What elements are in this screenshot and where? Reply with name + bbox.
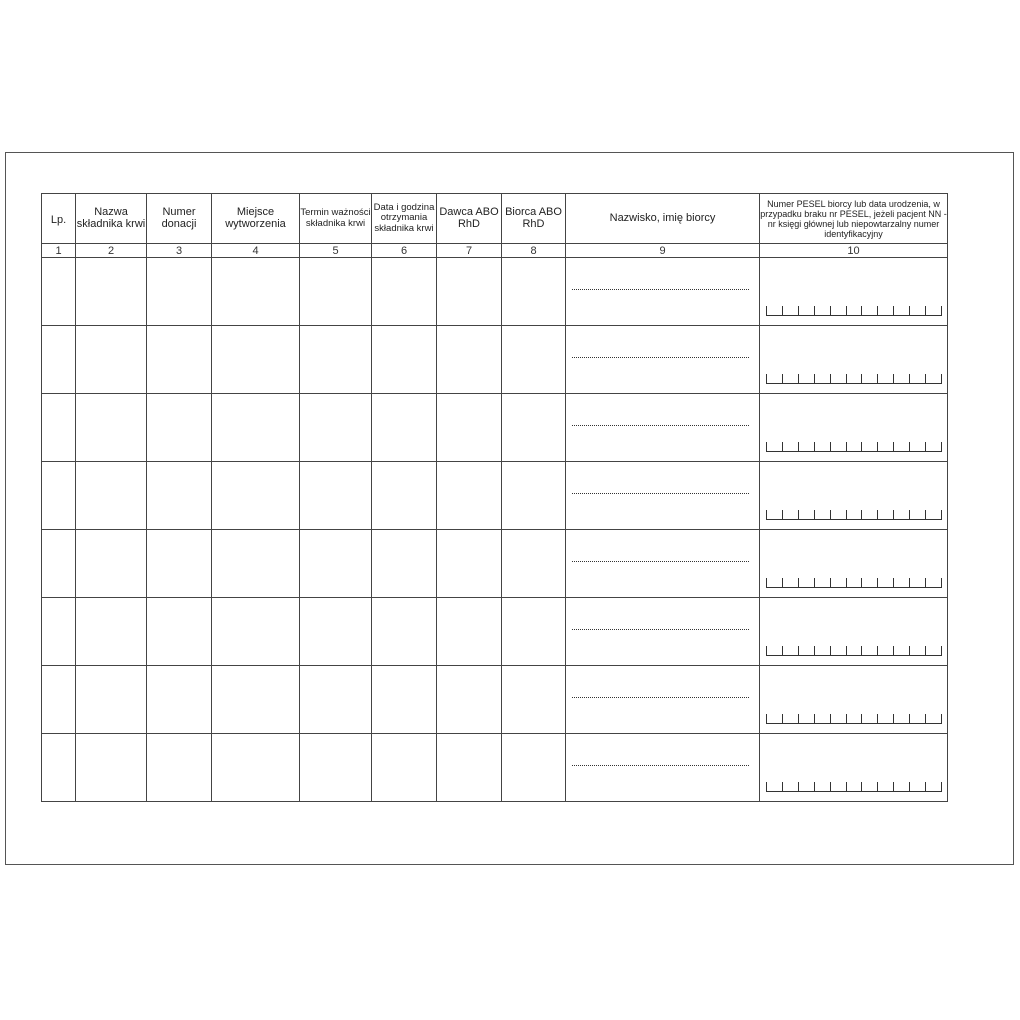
pesel-digit-box[interactable] (925, 714, 942, 723)
dotted-name-line (572, 765, 749, 766)
dotted-name-line (572, 289, 749, 290)
recipient-abo-rhd-cell[interactable] (502, 462, 566, 530)
lp-cell[interactable] (42, 326, 76, 394)
donation-number-cell[interactable] (147, 666, 212, 734)
pesel-digit-box[interactable] (877, 374, 893, 383)
column-number: 2 (76, 244, 147, 258)
expiry-date-cell[interactable] (300, 326, 372, 394)
pesel-digit-box[interactable] (909, 374, 925, 383)
pesel-digit-box[interactable] (830, 510, 846, 519)
table-row (42, 598, 948, 666)
column-number: 4 (212, 244, 300, 258)
pesel-digit-box[interactable] (782, 782, 798, 791)
pesel-digit-box[interactable] (893, 306, 909, 315)
place-of-production-cell[interactable] (212, 258, 300, 326)
pesel-cell[interactable] (760, 666, 948, 734)
dotted-name-line (572, 561, 749, 562)
pesel-digit-box[interactable] (798, 782, 814, 791)
component-name-cell[interactable] (76, 598, 147, 666)
dotted-name-line (572, 697, 749, 698)
pesel-digit-box[interactable] (830, 782, 846, 791)
table-row (42, 462, 948, 530)
pesel-digit-box[interactable] (909, 510, 925, 519)
pesel-digit-box[interactable] (893, 714, 909, 723)
place-of-production-cell[interactable] (212, 598, 300, 666)
pesel-cell[interactable] (760, 258, 948, 326)
pesel-digit-box[interactable] (766, 578, 782, 587)
pesel-digit-box[interactable] (925, 306, 942, 315)
expiry-date-cell[interactable] (300, 394, 372, 462)
pesel-digit-box[interactable] (798, 442, 814, 451)
pesel-digit-box[interactable] (861, 782, 877, 791)
table-row (42, 326, 948, 394)
pesel-digit-box[interactable] (782, 714, 798, 723)
receipt-date-time-cell[interactable] (372, 326, 437, 394)
pesel-digit-box[interactable] (846, 306, 862, 315)
entry-rows (42, 258, 948, 802)
receipt-date-time-cell[interactable] (372, 258, 437, 326)
pesel-digit-boxes (766, 306, 942, 316)
pesel-digit-box[interactable] (798, 374, 814, 383)
expiry-date-cell[interactable] (300, 530, 372, 598)
pesel-digit-box[interactable] (846, 510, 862, 519)
component-name-cell[interactable] (76, 666, 147, 734)
lp-cell[interactable] (42, 734, 76, 802)
pesel-digit-box[interactable] (766, 442, 782, 451)
recipient-abo-rhd-cell[interactable] (502, 326, 566, 394)
header-donation-number: Numer donacji (147, 194, 212, 244)
lp-cell[interactable] (42, 666, 76, 734)
column-number-row (42, 244, 948, 258)
pesel-digit-box[interactable] (925, 578, 942, 587)
pesel-digit-box[interactable] (909, 578, 925, 587)
pesel-cell[interactable] (760, 326, 948, 394)
donor-abo-rhd-cell[interactable] (437, 462, 502, 530)
pesel-digit-box[interactable] (766, 646, 782, 655)
header-recipient-abo-rhd: Biorca ABO RhD (502, 194, 566, 244)
recipient-abo-rhd-cell[interactable] (502, 394, 566, 462)
header-lp: Lp. (42, 194, 76, 244)
table-row (42, 258, 948, 326)
pesel-digit-box[interactable] (861, 510, 877, 519)
recipient-abo-rhd-cell[interactable] (502, 734, 566, 802)
pesel-digit-box[interactable] (766, 714, 782, 723)
donor-abo-rhd-cell[interactable] (437, 734, 502, 802)
pesel-digit-box[interactable] (814, 714, 830, 723)
expiry-date-cell[interactable] (300, 734, 372, 802)
column-number: 6 (372, 244, 437, 258)
recipient-name-cell[interactable] (566, 258, 760, 326)
pesel-digit-box[interactable] (861, 646, 877, 655)
donor-abo-rhd-cell[interactable] (437, 530, 502, 598)
pesel-cell[interactable] (760, 462, 948, 530)
recipient-abo-rhd-cell[interactable] (502, 598, 566, 666)
expiry-date-cell[interactable] (300, 462, 372, 530)
component-name-cell[interactable] (76, 462, 147, 530)
expiry-date-cell[interactable] (300, 258, 372, 326)
pesel-digit-box[interactable] (909, 442, 925, 451)
column-number: 1 (42, 244, 76, 258)
lp-cell[interactable] (42, 598, 76, 666)
pesel-digit-box[interactable] (909, 646, 925, 655)
pesel-digit-box[interactable] (814, 782, 830, 791)
expiry-date-cell[interactable] (300, 598, 372, 666)
receipt-date-time-cell[interactable] (372, 598, 437, 666)
place-of-production-cell[interactable] (212, 666, 300, 734)
pesel-digit-box[interactable] (782, 646, 798, 655)
component-name-cell[interactable] (76, 530, 147, 598)
table-row (42, 734, 948, 802)
header-component-name: Nazwa składnika krwi (76, 194, 147, 244)
pesel-digit-box[interactable] (814, 510, 830, 519)
pesel-digit-box[interactable] (925, 510, 942, 519)
donor-abo-rhd-cell[interactable] (437, 394, 502, 462)
pesel-digit-boxes (766, 578, 942, 588)
recipient-abo-rhd-cell[interactable] (502, 258, 566, 326)
lp-cell[interactable] (42, 530, 76, 598)
pesel-digit-box[interactable] (766, 510, 782, 519)
expiry-date-cell[interactable] (300, 666, 372, 734)
pesel-digit-box[interactable] (877, 578, 893, 587)
pesel-digit-box[interactable] (766, 306, 782, 315)
pesel-digit-box[interactable] (830, 646, 846, 655)
donation-number-cell[interactable] (147, 462, 212, 530)
pesel-digit-box[interactable] (798, 714, 814, 723)
recipient-name-cell[interactable] (566, 326, 760, 394)
pesel-digit-box[interactable] (830, 714, 846, 723)
pesel-digit-box[interactable] (830, 578, 846, 587)
pesel-digit-box[interactable] (782, 442, 798, 451)
place-of-production-cell[interactable] (212, 530, 300, 598)
receipt-date-time-cell[interactable] (372, 530, 437, 598)
component-name-cell[interactable] (76, 326, 147, 394)
recipient-name-cell[interactable] (566, 462, 760, 530)
place-of-production-cell[interactable] (212, 462, 300, 530)
pesel-digit-box[interactable] (877, 782, 893, 791)
pesel-digit-box[interactable] (893, 374, 909, 383)
dotted-name-line (572, 629, 749, 630)
pesel-cell[interactable] (760, 598, 948, 666)
pesel-digit-box[interactable] (846, 578, 862, 587)
pesel-digit-box[interactable] (814, 442, 830, 451)
pesel-digit-box[interactable] (798, 306, 814, 315)
pesel-digit-box[interactable] (861, 714, 877, 723)
pesel-digit-box[interactable] (893, 782, 909, 791)
table-row (42, 666, 948, 734)
pesel-digit-box[interactable] (909, 782, 925, 791)
pesel-digit-box[interactable] (925, 442, 942, 451)
table-row (42, 530, 948, 598)
pesel-digit-box[interactable] (782, 306, 798, 315)
pesel-digit-box[interactable] (877, 442, 893, 451)
pesel-digit-box[interactable] (861, 374, 877, 383)
recipient-name-cell[interactable] (566, 530, 760, 598)
pesel-digit-boxes (766, 782, 942, 792)
donor-abo-rhd-cell[interactable] (437, 326, 502, 394)
pesel-digit-box[interactable] (830, 306, 846, 315)
lp-cell[interactable] (42, 394, 76, 462)
dotted-name-line (572, 493, 749, 494)
column-number: 5 (300, 244, 372, 258)
donor-abo-rhd-cell[interactable] (437, 666, 502, 734)
pesel-digit-box[interactable] (909, 714, 925, 723)
pesel-digit-box[interactable] (925, 782, 942, 791)
pesel-digit-box[interactable] (877, 306, 893, 315)
pesel-digit-box[interactable] (782, 578, 798, 587)
place-of-production-cell[interactable] (212, 326, 300, 394)
pesel-digit-boxes (766, 646, 942, 656)
pesel-digit-box[interactable] (909, 306, 925, 315)
recipient-name-cell[interactable] (566, 394, 760, 462)
pesel-digit-box[interactable] (846, 714, 862, 723)
place-of-production-cell[interactable] (212, 734, 300, 802)
donation-number-cell[interactable] (147, 326, 212, 394)
column-number: 9 (566, 244, 760, 258)
pesel-digit-box[interactable] (925, 374, 942, 383)
pesel-digit-box[interactable] (925, 646, 942, 655)
pesel-digit-box[interactable] (861, 578, 877, 587)
pesel-digit-box[interactable] (766, 374, 782, 383)
receipt-date-time-cell[interactable] (372, 666, 437, 734)
pesel-cell[interactable] (760, 530, 948, 598)
header-pesel: Numer PESEL biorcy lub data urodzenia, w przypadku braku nr PESEL, jeżeli pacjent NN - nr księgi głównej lub niepowtarzalny numer identyfikacyjny (760, 194, 948, 244)
component-name-cell[interactable] (76, 734, 147, 802)
receipt-date-time-cell[interactable] (372, 734, 437, 802)
blood-transfusion-register-table (41, 193, 948, 802)
pesel-digit-box[interactable] (893, 578, 909, 587)
donation-number-cell[interactable] (147, 258, 212, 326)
pesel-digit-box[interactable] (861, 306, 877, 315)
recipient-abo-rhd-cell[interactable] (502, 530, 566, 598)
dotted-name-line (572, 357, 749, 358)
component-name-cell[interactable] (76, 394, 147, 462)
header-donor-abo-rhd: Dawca ABO RhD (437, 194, 502, 244)
recipient-name-cell[interactable] (566, 734, 760, 802)
pesel-digit-box[interactable] (846, 646, 862, 655)
header-receipt-date-time: Data i godzina otrzymania składnika krwi (372, 194, 437, 244)
header-expiry-date: Termin ważności składnika krwi (300, 194, 372, 244)
column-number: 10 (760, 244, 948, 258)
recipient-abo-rhd-cell[interactable] (502, 666, 566, 734)
recipient-name-cell[interactable] (566, 666, 760, 734)
pesel-digit-box[interactable] (814, 374, 830, 383)
donation-number-cell[interactable] (147, 530, 212, 598)
recipient-name-cell[interactable] (566, 598, 760, 666)
pesel-cell[interactable] (760, 394, 948, 462)
donor-abo-rhd-cell[interactable] (437, 598, 502, 666)
place-of-production-cell[interactable] (212, 394, 300, 462)
column-number: 8 (502, 244, 566, 258)
pesel-digit-boxes (766, 442, 942, 452)
pesel-digit-box[interactable] (814, 646, 830, 655)
pesel-digit-box[interactable] (798, 510, 814, 519)
pesel-digit-box[interactable] (877, 646, 893, 655)
pesel-digit-boxes (766, 374, 942, 384)
pesel-digit-box[interactable] (877, 510, 893, 519)
header-row (42, 194, 948, 244)
header-place-of-production: Miejsce wytworzenia (212, 194, 300, 244)
receipt-date-time-cell[interactable] (372, 394, 437, 462)
pesel-digit-boxes (766, 510, 942, 520)
table-row (42, 394, 948, 462)
pesel-digit-box[interactable] (830, 442, 846, 451)
dotted-name-line (572, 425, 749, 426)
pesel-digit-box[interactable] (893, 646, 909, 655)
component-name-cell[interactable] (76, 258, 147, 326)
pesel-digit-box[interactable] (877, 714, 893, 723)
pesel-digit-box[interactable] (846, 442, 862, 451)
pesel-digit-box[interactable] (846, 374, 862, 383)
pesel-digit-box[interactable] (861, 442, 877, 451)
column-number: 3 (147, 244, 212, 258)
receipt-date-time-cell[interactable] (372, 462, 437, 530)
lp-cell[interactable] (42, 462, 76, 530)
pesel-digit-box[interactable] (782, 510, 798, 519)
pesel-digit-box[interactable] (798, 578, 814, 587)
pesel-digit-box[interactable] (814, 578, 830, 587)
lp-cell[interactable] (42, 258, 76, 326)
donation-number-cell[interactable] (147, 734, 212, 802)
pesel-digit-box[interactable] (814, 306, 830, 315)
donation-number-cell[interactable] (147, 394, 212, 462)
column-number: 7 (437, 244, 502, 258)
pesel-digit-box[interactable] (893, 442, 909, 451)
donation-number-cell[interactable] (147, 598, 212, 666)
pesel-digit-box[interactable] (846, 782, 862, 791)
pesel-digit-box[interactable] (782, 374, 798, 383)
pesel-digit-box[interactable] (798, 646, 814, 655)
header-recipient-name: Nazwisko, imię biorcy (566, 194, 760, 244)
pesel-digit-boxes (766, 714, 942, 724)
pesel-cell[interactable] (760, 734, 948, 802)
pesel-digit-box[interactable] (766, 782, 782, 791)
pesel-digit-box[interactable] (893, 510, 909, 519)
pesel-digit-box[interactable] (830, 374, 846, 383)
donor-abo-rhd-cell[interactable] (437, 258, 502, 326)
